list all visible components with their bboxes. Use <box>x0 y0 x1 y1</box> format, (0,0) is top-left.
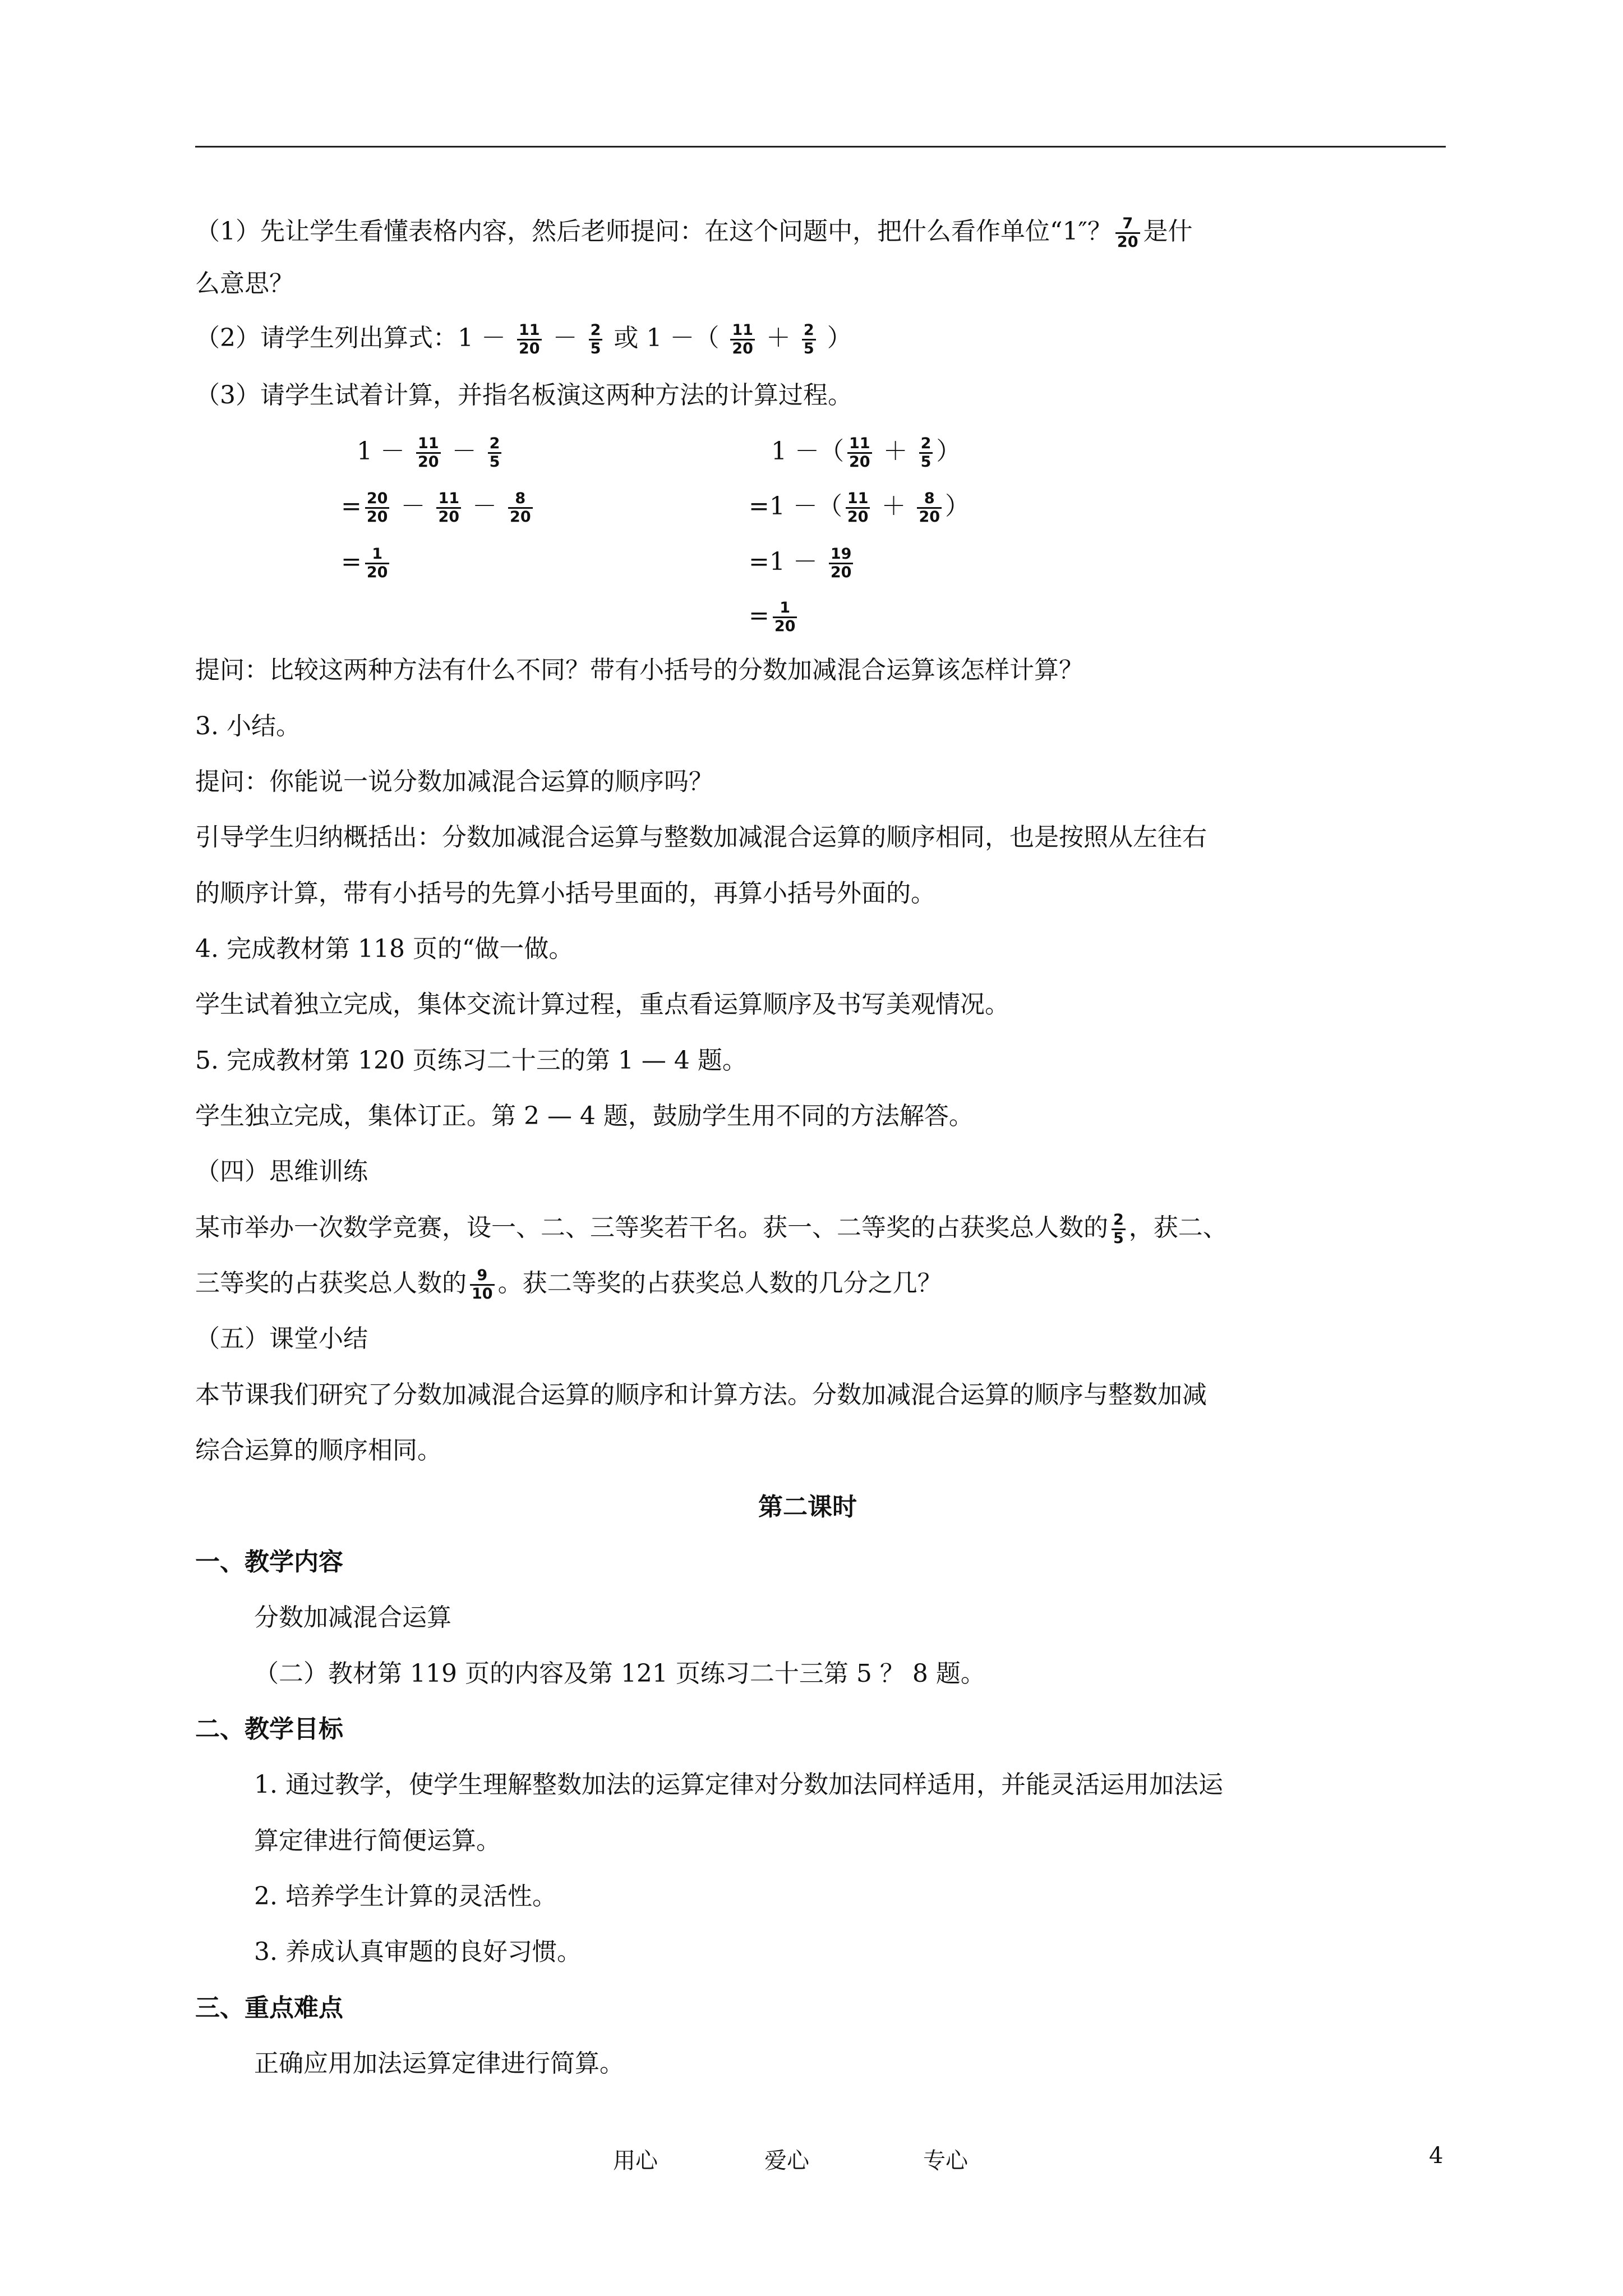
fraction: $\frac{20}{20}$ <box>365 490 390 526</box>
text-line: 3. 养成认真审题的良好习惯。 <box>254 1938 582 1966</box>
text-line: 提问：你能说一说分数加减混合运算的顺序吗？ <box>195 767 713 796</box>
calc-step: 1 － $\frac{11}{20}$ － $\frac{2}{5}$ <box>357 435 505 471</box>
text-line: 的顺序计算，带有小括号的先算小括号里面的，再算小括号外面的。 <box>195 879 935 908</box>
fraction: $\frac{2}{5}$ <box>802 322 816 357</box>
section-heading: （四）思维训练 <box>195 1157 368 1186</box>
calc-step: 1 －（ $\frac{11}{20}$ ＋ $\frac{2}{5}$ ） <box>771 435 961 471</box>
fraction: $\frac{11}{20}$ <box>847 435 872 471</box>
fraction: $\frac{2}{5}$ <box>1112 1212 1126 1247</box>
fraction: $\frac{2}{5}$ <box>488 435 502 471</box>
text-line: 1. 通过教学，使学生理解整数加法的运算定律对分数加法同样适用，并能灵活运用加法运 <box>254 1770 1223 1799</box>
calc-step: =1 －（ $\frac{11}{20}$ ＋ $\frac{8}{20}$ ） <box>749 490 970 526</box>
fraction: $\frac{7}{20}$ <box>1115 215 1140 251</box>
fraction: $\frac{11}{20}$ <box>846 490 870 526</box>
fraction: $\frac{8}{20}$ <box>508 490 533 526</box>
header-rule <box>195 146 1446 148</box>
text-line: 综合运算的顺序相同。 <box>195 1436 442 1465</box>
text-line: （二）教材第 119 页的内容及第 121 页练习二十三第 5 ？ 8 题。 <box>254 1659 985 1688</box>
text-line: 某市举办一次数学竞赛，设一、二、三等奖若干名。获一、二等奖的占获奖总人数的 $\frac{2}{5}$ ，获二、 <box>195 1211 1228 1247</box>
fraction: $\frac{11}{20}$ <box>517 322 542 357</box>
text-line: 3. 小结。 <box>195 712 301 740</box>
calc-step: =1 － $\frac{19}{20}$ <box>749 545 856 581</box>
text-line: （3）请学生试着计算，并指名板演这两种方法的计算过程。 <box>195 381 852 409</box>
fraction: $\frac{11}{20}$ <box>436 490 461 526</box>
lesson-title: 第二课时 <box>758 1493 857 1521</box>
footer-text: 用心 <box>613 2148 658 2174</box>
text-line: 4. 完成教材第 118 页的“做一做。 <box>195 935 574 963</box>
section-heading: 三、重点难点 <box>195 1994 343 2022</box>
page-number: 4 <box>1429 2143 1444 2169</box>
text-line: 算定律进行简便运算。 <box>254 1826 501 1855</box>
section-heading: 一、教学内容 <box>195 1548 343 1576</box>
text-line: 2. 培养学生计算的灵活性。 <box>254 1882 557 1911</box>
text-line: 本节课我们研究了分数加减混合运算的顺序和计算方法。分数加减混合运算的顺序与整数加减 <box>195 1381 1207 1409</box>
calc-step: = $\frac{1}{20}$ <box>749 599 800 635</box>
footer-text: 爱心 <box>764 2148 809 2174</box>
fraction: $\frac{11}{20}$ <box>416 435 441 471</box>
footer-text: 专心 <box>923 2148 968 2174</box>
section-heading: （五）课堂小结 <box>195 1324 368 1353</box>
text-line: （1）先让学生看懂表格内容，然后老师提问：在这个问题中，把什么看作单位“1″？ $\frac{7}{20}$ 是什 <box>195 215 1193 251</box>
text-line: 提问：比较这两种方法有什么不同？带有小括号的分数加减混合运算该怎样计算？ <box>195 656 1083 684</box>
text-line: 5. 完成教材第 120 页练习二十三的第 1 — 4 题。 <box>195 1046 747 1075</box>
calc-step: = $\frac{1}{20}$ <box>341 545 393 581</box>
fraction: $\frac{8}{20}$ <box>917 490 942 526</box>
text-line: 分数加减混合运算 <box>254 1603 451 1632</box>
fraction: $\frac{2}{5}$ <box>589 322 603 357</box>
fraction: $\frac{19}{20}$ <box>829 546 854 581</box>
fraction: $\frac{11}{20}$ <box>730 322 755 357</box>
calc-step: = $\frac{20}{20}$ － $\frac{11}{20}$ － $\frac{8}{20}$ <box>341 490 536 526</box>
text-line: 么意思？ <box>195 269 294 298</box>
text-line: 引导学生归纳概括出：分数加减混合运算与整数加减混合运算的顺序相同，也是按照从左往右 <box>195 823 1207 852</box>
fraction: $\frac{1}{20}$ <box>773 600 797 635</box>
text-line: 正确应用加法运算定律进行简算。 <box>254 2049 624 2078</box>
text-line: 三等奖的占获奖总人数的 $\frac{9}{10}$ 。获二等奖的占获奖总人数的几分之几？ <box>195 1267 942 1303</box>
text-line: 学生独立完成，集体订正。第 2 — 4 题，鼓励学生用不同的方法解答。 <box>195 1102 974 1130</box>
fraction: $\frac{9}{10}$ <box>470 1267 495 1303</box>
section-heading: 二、教学目标 <box>195 1715 343 1743</box>
fraction: $\frac{1}{20}$ <box>365 546 390 581</box>
text-line: 学生试着独立完成，集体交流计算过程，重点看运算顺序及书写美观情况。 <box>195 990 1009 1019</box>
text-line: （2）请学生列出算式：1 － $\frac{11}{20}$ － $\frac{2}{5}$ 或 1 －（ $\frac{11}{20}$ ＋ $\frac{2}{5}$ ） <box>195 321 852 357</box>
fraction: $\frac{2}{5}$ <box>919 435 933 471</box>
